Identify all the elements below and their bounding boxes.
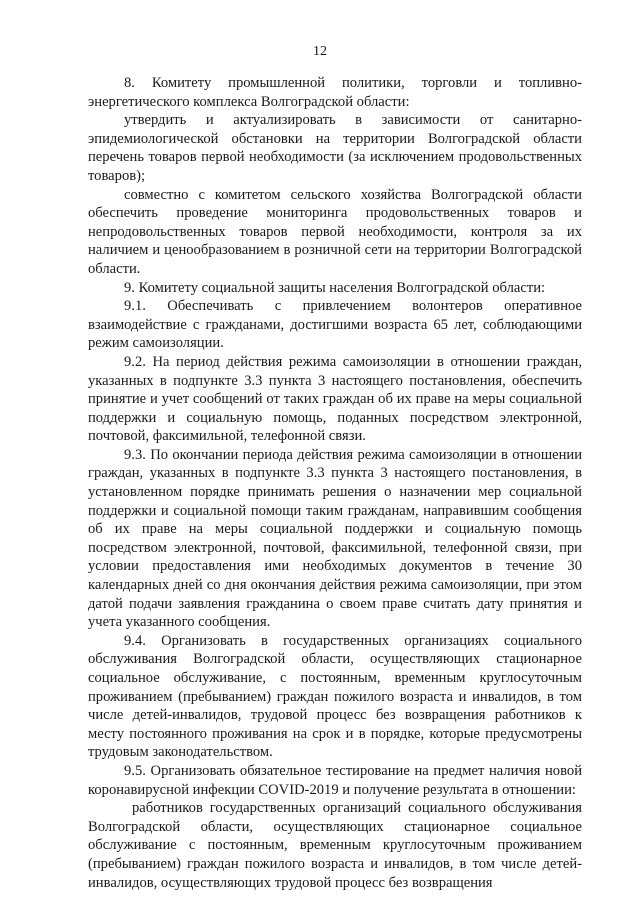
- document-body: [88, 74, 582, 892]
- paragraph-9-2: 9.2. На период действия режима самоизоляции в отношении граждан, указанных в подпункте 3.3 пункта 3 настоящего постановления, обеспечить принятие и учет сообщений от таких граждан об их праве на меры социальной поддержки и социальную помощь, поданных посредством электронной, почтовой, факсимильной, телефонной связи.: [88, 353, 582, 445]
- paragraph-9-5: 9.5. Организовать обязательное тестирование на предмет наличия новой коронавирусной инфекции COVID-2019 и получение результата в отношении:: [88, 762, 582, 798]
- paragraph-8: 8. Комитету промышленной политики, торговли и топливно-энергетического комплекса Волгоградской области:: [88, 75, 582, 110]
- paragraph-9-5-item-1: работников государственных организаций социального обслуживания Волгоградской области, осуществляющих стационарное социальное обслуживание с постоянным, временным круглосуточным проживанием (пребыванием) граждан пожилого возраста и инвалидов, в том числе детей-инвалидов, осуществляющих трудовой процесс без возвращения: [88, 800, 582, 891]
- paragraph-9-3: 9.3. По окончании периода действия режима самоизоляции в отношении граждан, указанных в подпункте 3.3 пункта 3 настоящего постановления, в установленном порядке принимать решения о назначении мер социальной поддержки и социальной помощи таким гражданам, направившим сообщения об их праве на меры социальной поддержки и социальную помощь посредством электронной, почтовой, факсимильной, телефонной связи, при условии предоставления ими необходимых документов в течение 30 календарных дней со дня окончания действия режима самоизоляции, при этом датой подачи заявления гражданина о своем праве считать дату принятия и учета указанного сообщения.: [88, 446, 582, 631]
- paragraph-9: 9. Комитету социальной защиты населения Волгоградской области:: [124, 279, 546, 296]
- paragraph-8-item-1: утвердить и актуализировать в зависимости от санитарно-эпидемиологической обстановки на территории Волгоградской области перечень товаров первой необходимости (за исключением продовольственных товаров);: [88, 112, 582, 184]
- paragraph-8-item-2: совместно с комитетом сельского хозяйства Волгоградской области обеспечить проведение мониторинга продовольственных товаров и непродовольственных товаров первой необходимости, контроля за их наличием и ценообразованием в розничной сети на территории Волгоградской области.: [88, 186, 582, 277]
- paragraph-9-1: 9.1. Обеспечивать с привлечением волонтеров оперативное взаимодействие с гражданами, достигшими возраста 65 лет, соблюдающими режим самоизоляции.: [88, 298, 582, 352]
- page-number: 12: [313, 44, 327, 59]
- paragraph-9-4: 9.4. Организовать в государственных организациях социального обслуживания Волгоградской области, осуществляющих стационарное социальное обслуживание, с постоянным, временным круглосуточным проживанием (пребыванием) граждан пожилого возраста и инвалидов, в том числе детей-инвалидов, трудовой процесс без возвращения работников к месту постоянного проживания на срок и в порядке, которые предусмотрены трудовым законодательством.: [88, 632, 582, 761]
